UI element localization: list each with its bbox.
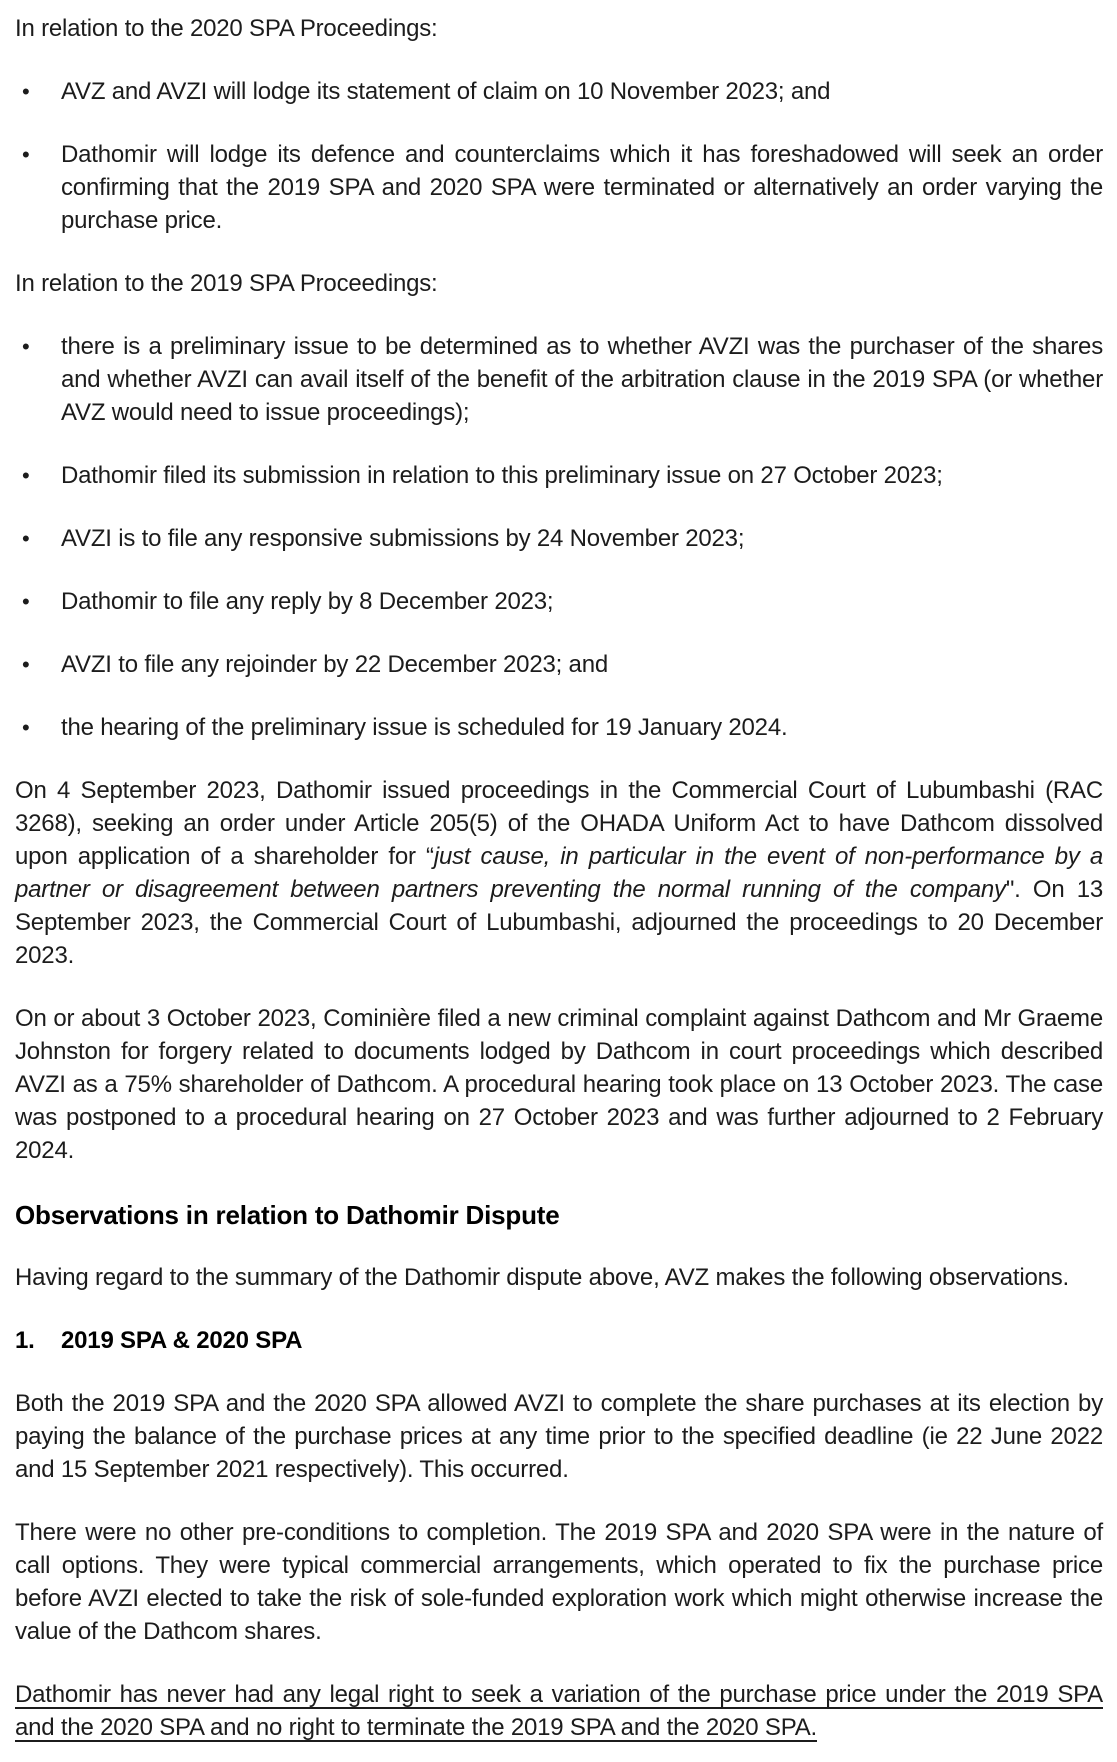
paragraph-cominiere-complaint: On or about 3 October 2023, Cominière filed a new criminal complaint against Dathcom and Mr Graeme Johnston for forgery related to documents lodged by Dathcom in court proceedings which described AVZI as a 75% shareholder of Dathcom. A procedural hearing took place on 13 October 2023. The case was postponed to a procedural hearing on 27 October 2023 and was further adjourned to 2 February 2024. — [15, 1005, 1103, 1164]
bullet-text: Dathomir will lodge its defence and counterclaims which it has foreshadowed will seek an order confirming that the 2019 SPA and 2020 SPA were terminated or alternatively an order varying the purchase price. — [61, 141, 1103, 234]
list-item — [15, 585, 1103, 618]
bullet-text: AVZI to file any rejoinder by 22 December 2023; and — [61, 651, 609, 678]
list-item — [15, 711, 1103, 744]
underlined-text: Dathomir has never had any legal right to seek a variation of the purchase price under the 2019 SPA and the 2020 SPA and no right to terminate the 2019 SPA and the 2020 SPA. — [15, 1681, 1103, 1741]
bullet-icon: • — [22, 652, 30, 677]
numbered-heading-2019-2020-spa — [15, 1324, 1103, 1357]
paragraph-completion: Both the 2019 SPA and the 2020 SPA allowed AVZI to complete the share purchases at its election by paying the balance of the purchase prices at any time prior to the specified deadline (ie 22 June 2022 and 15 September 2021 respectively). This occurred. — [15, 1390, 1103, 1483]
bullet-text: AVZI is to file any responsive submissions by 24 November 2023; — [61, 525, 745, 552]
bullet-list-2019 — [15, 330, 1103, 744]
bullet-icon: • — [22, 589, 30, 614]
bullet-icon: • — [22, 334, 30, 359]
bullet-text: there is a preliminary issue to be determined as to whether AVZI was the purchaser of the shares and whether AVZI can avail itself of the benefit of the arbitration clause in the 2019 SPA (or whether AVZ would need to issue proceedings); — [61, 333, 1103, 426]
quoted-italic-text: just cause, in particular in the event of non-performance by a partner or disagreement between partners preventing the normal running of the company — [15, 843, 1103, 903]
bullet-text: Dathomir to file any reply by 8 December 2023; — [61, 588, 554, 615]
paragraph-preconditions: There were no other pre-conditions to completion. The 2019 SPA and 2020 SPA were in the nature of call options. They were typical commercial arrangements, which operated to fix the purchase price before AVZI elected to take the risk of sole-funded exploration work which might otherwise increase the value of the Dathcom shares. — [15, 1519, 1103, 1645]
bullet-text: Dathomir filed its submission in relation to this preliminary issue on 27 October 2023; — [61, 462, 943, 489]
paragraph-text: ". On 13 September 2023, the Commercial Court of Lubumbashi, adjourned the proceedings to 20 December 2023. — [15, 876, 1104, 969]
bullet-list-2020 — [15, 75, 1103, 237]
list-item — [15, 648, 1103, 681]
bullet-icon: • — [22, 142, 30, 167]
list-item — [15, 75, 1103, 108]
intro-2020-spa-proceedings: In relation to the 2020 SPA Proceedings: — [15, 15, 438, 42]
paragraph-text: On 4 September 2023, Dathomir issued proceedings in the Commercial Court of Lubumbashi (RAC 3268), seeking an order under Article 205(5) of the OHADA Uniform Act to have Dathcom dissolved upon application of a shareholder for “ — [15, 777, 1103, 870]
observations-intro: Having regard to the summary of the Dathomir dispute above, AVZ makes the following observations. — [15, 1264, 1070, 1291]
bullet-text: AVZ and AVZI will lodge its statement of claim on 10 November 2023; and — [61, 78, 831, 105]
paragraph-underlined-conclusion — [15, 1678, 1103, 1744]
bullet-icon: • — [22, 463, 30, 488]
bullet-icon: • — [22, 79, 30, 104]
list-item — [15, 522, 1103, 555]
list-item — [15, 459, 1103, 492]
bullet-text: the hearing of the preliminary issue is scheduled for 19 January 2024. — [61, 714, 788, 741]
heading-text: 2019 SPA & 2020 SPA — [61, 1327, 303, 1354]
paragraph-lubumbashi-proceedings — [15, 774, 1103, 972]
observations-heading: Observations in relation to Dathomir Dispute — [15, 1200, 560, 1230]
bullet-icon: • — [22, 715, 30, 740]
list-item — [15, 330, 1103, 429]
heading-number: 1. — [15, 1327, 35, 1354]
list-item — [15, 138, 1103, 237]
bullet-icon: • — [22, 526, 30, 551]
intro-2019-spa-proceedings: In relation to the 2019 SPA Proceedings: — [15, 270, 438, 297]
